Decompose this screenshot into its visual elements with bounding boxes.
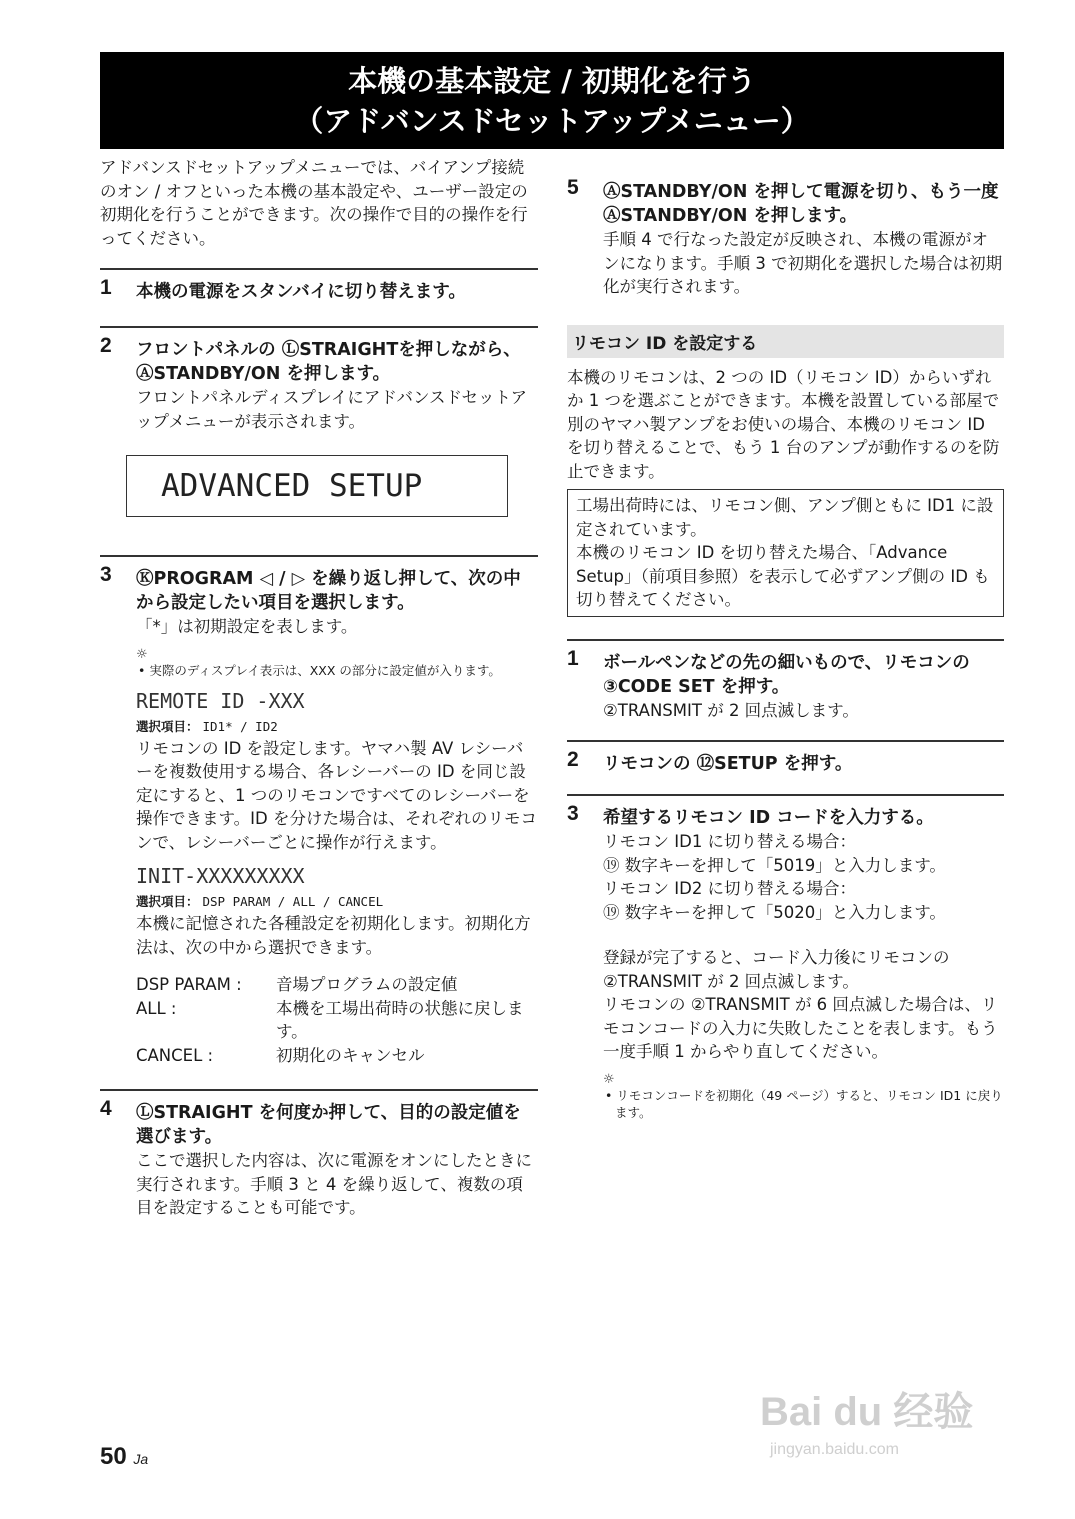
step-desc: フロントパネルディスプレイにアドバンスドセットアップメニューが表示されます。 <box>136 388 528 431</box>
option-key: ALL : <box>136 998 177 1018</box>
option-value: 本機を工場出荷時の状態に戻します。 <box>276 998 524 1041</box>
step-number: 2 <box>100 334 112 357</box>
step-5 <box>567 176 1004 299</box>
remote-step-1 <box>567 639 1004 741</box>
step-title: フロントパネルの ⓁSTRAIGHTを押しながら、ⒶSTANDBY/ON を押します。 <box>136 340 521 384</box>
step-number: 1 <box>567 646 579 670</box>
remote-step-3 <box>567 794 1004 1121</box>
remote-id-desc: リモコンの ID を設定します。ヤマハ製 AV レシーバーを複数使用する場合、各レシーバーの ID を同じ設定にすると、1 つのリモコンですべてのレシーバーを操作できます。ID を分けた場合は、それぞれのリモコンで、レシーバーごとに操作が行えます。 <box>136 738 537 852</box>
watermark-url: jingyan.baidu.com <box>770 1441 899 1458</box>
select-label: 選択項目： <box>136 894 199 909</box>
step-para: 登録が完了すると、コード入力後にリモコンの ②TRANSMIT が 2 回点滅します。 <box>603 948 950 991</box>
select-values: ID1* / ID2 <box>202 718 278 734</box>
step-para: リモコンの ②TRANSMIT が 6 回点滅した場合は、リモコンコードの入力に失敗したことを表します。もう一度手順 1 からやり直してください。 <box>603 995 998 1061</box>
init-desc: 本機に記憶された各種設定を初期化します。初期化方法は、次の中から選択できます。 <box>136 914 531 957</box>
step-line: リモコン ID1 に切り替える場合： <box>603 832 857 851</box>
option-row <box>136 1044 538 1068</box>
step-number: 3 <box>567 802 579 825</box>
step-number: 5 <box>567 176 579 199</box>
option-key: CANCEL : <box>136 1045 214 1065</box>
option-row <box>136 997 538 1044</box>
select-values: DSP PARAM / ALL / CANCEL <box>202 894 384 909</box>
step-desc: 「*」は初期設定を表します。 <box>136 617 358 636</box>
note-line: 工場出荷時には、リモコン側、アンプ側ともに ID1 に設定されています。 <box>576 496 994 539</box>
step-title: 本機の電源をスタンバイに切り替えます。 <box>136 282 466 302</box>
page-num: 50 <box>100 1443 127 1470</box>
option-value: 音場プログラムの設定値 <box>276 975 458 994</box>
select-label: 選択項目： <box>136 718 199 734</box>
step-title: リモコンの ⑫SETUP を押す。 <box>603 754 853 774</box>
note-box <box>567 489 1004 617</box>
left-column <box>100 156 538 1220</box>
page-number <box>100 1443 148 1471</box>
step-title: ボールペンなどの先の細いもので、リモコンの ③CODE SET を押す。 <box>603 652 970 697</box>
step-title: ⓀPROGRAM ◁ / ▷ を繰り返し押して、次の中から設定したい項目を選択します。 <box>136 569 521 613</box>
page-header <box>100 52 1004 149</box>
step-desc: ここで選択した内容は、次に電源をオンにしたときに実行されます。手順 3 と 4 を繰り返して、複数の項目を設定することも可能です。 <box>136 1151 532 1217</box>
option-value: 初期化のキャンセル <box>276 1045 425 1065</box>
intro-text: アドバンスドセットアップメニューでは、バイアンプ接続のオン / オフといった本機の基本設定や、ユーザー設定の初期化を行うことができます。次の操作で目的の操作を行ってください。 <box>100 158 528 248</box>
page-lang: Ja <box>133 1451 149 1467</box>
step-3 <box>100 555 538 1089</box>
step-1 <box>100 268 538 326</box>
step-number: 1 <box>100 276 112 299</box>
header-title-line2: （アドバンスドセットアップメニュー） <box>294 104 810 138</box>
step-number: 2 <box>567 748 579 771</box>
step-title: ⓁSTRAIGHT を何度か押して、目的の設定値を選びます。 <box>136 1103 521 1147</box>
step-title: ⒶSTANDBY/ON を押して電源を切り、もう一度 ⒶSTANDBY/ON を押します。 <box>603 182 999 226</box>
init-options <box>136 892 538 910</box>
watermark <box>760 1380 973 1459</box>
note-line: 本機のリモコン ID を切り替えた場合、「Advance Setup」（前項目参照）を表示して必ずアンプ側の ID も切り替えてください。 <box>576 543 990 609</box>
step-title: 希望するリモコン ID コードを入力する。 <box>603 808 934 828</box>
option-key: DSP PARAM : <box>136 975 242 994</box>
watermark-brand: Bai du 经验 <box>760 1390 974 1434</box>
section-desc: 本機のリモコンは、2 つの ID（リモコン ID）からいずれか 1 つを選ぶことができます。本機を設置している部屋で別のヤマハ製アンプをお使いの場合、本機のリモコン ID を切り替えることで、もう 1 台のアンプが動作するのを防止できます。 <box>567 367 1000 481</box>
section-subheading: リモコン ID を設定する <box>567 325 1004 358</box>
tip-text: • 実際のディスプレイ表示は、XXX の部分に設定値が入ります。 <box>138 662 501 678</box>
step-desc: 手順 4 で行なった設定が反映され、本機の電源がオンになります。手順 3 で初期化を選択した場合は初期化が実行されます。 <box>603 230 1003 296</box>
step-2 <box>100 326 538 517</box>
init-option-table <box>136 973 538 1067</box>
remote-id-label: REMOTE ID -XXX <box>136 688 305 713</box>
header-title-line1: 本機の基本設定 / 初期化を行う <box>348 64 756 98</box>
step-line: ⑲ 数字キーを押して「5019」と入力します。 <box>603 855 946 875</box>
option-row <box>136 973 538 997</box>
tip-text: • リモコンコードを初期化（49 ページ）すると、リモコン ID1 に戻ります。 <box>605 1087 1003 1120</box>
step-line: ⑲ 数字キーを押して「5020」と入力します。 <box>603 902 946 922</box>
tip-icon: ☼ <box>603 1071 615 1087</box>
remote-step-2 <box>567 740 1004 794</box>
remote-id-options <box>136 717 538 735</box>
step-number: 4 <box>100 1097 112 1120</box>
step-desc: ②TRANSMIT が 2 回点滅します。 <box>603 700 859 720</box>
lcd-display: ADVANCED SETUP <box>126 455 508 517</box>
right-column <box>567 176 1004 1121</box>
step-number: 3 <box>100 563 112 586</box>
init-label: INIT-XXXXXXXXX <box>136 864 305 888</box>
step-line: リモコン ID2 に切り替える場合： <box>603 879 857 898</box>
tip-icon: ☼ <box>136 646 148 662</box>
step-4 <box>100 1089 538 1220</box>
